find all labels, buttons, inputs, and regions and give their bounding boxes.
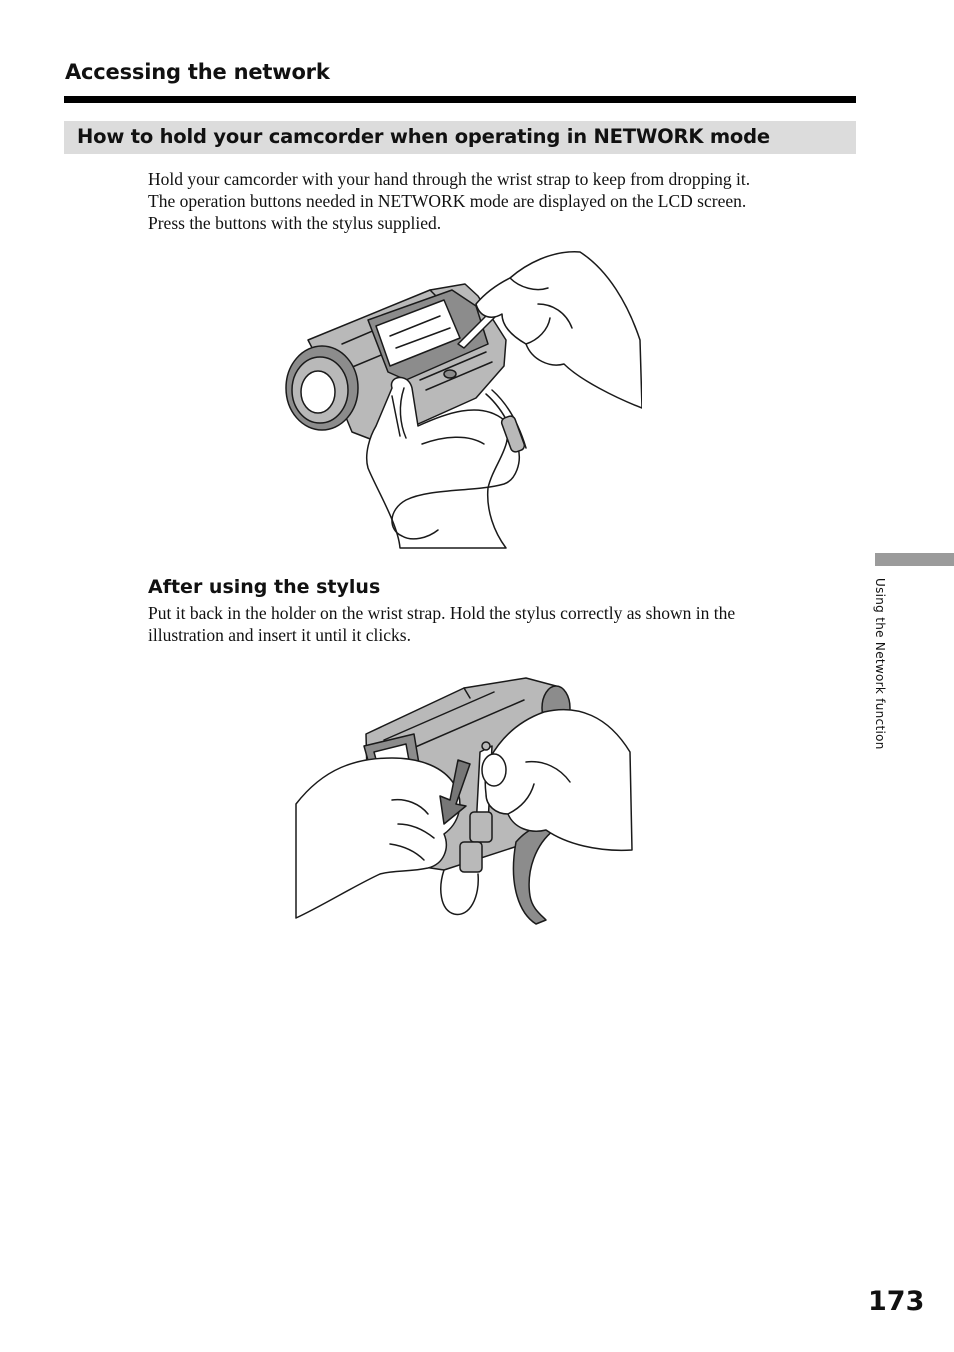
camcorder-holding-illustration-icon: [280, 248, 642, 550]
section-title: Accessing the network: [65, 60, 330, 84]
intro-paragraph: [148, 168, 860, 234]
page-number: 173: [868, 1286, 925, 1317]
intro-line-2: The operation buttons needed in NETWORK mode are displayed on the LCD screen.: [148, 191, 747, 211]
side-tab-label: Using the Network function: [873, 578, 887, 750]
section-rule: [64, 96, 856, 103]
intro-line-3: Press the buttons with the stylus supplied.: [148, 213, 442, 233]
after-stylus-line-2: illustration and insert it until it clicks.: [148, 625, 411, 645]
side-tab: [875, 553, 954, 566]
after-stylus-heading: After using the stylus: [148, 576, 381, 598]
intro-line-1: Hold your camcorder with your hand through the wrist strap to keep from dropping it.: [148, 169, 751, 189]
stylus-insertion-illustration-icon: [294, 674, 634, 926]
subsection-title: How to hold your camcorder when operating in NETWORK mode: [77, 125, 770, 148]
after-stylus-line-1: Put it back in the holder on the wrist strap. Hold the stylus correctly as shown in the: [148, 603, 736, 623]
after-stylus-paragraph: [148, 602, 860, 646]
subsection-banner: [64, 121, 856, 154]
